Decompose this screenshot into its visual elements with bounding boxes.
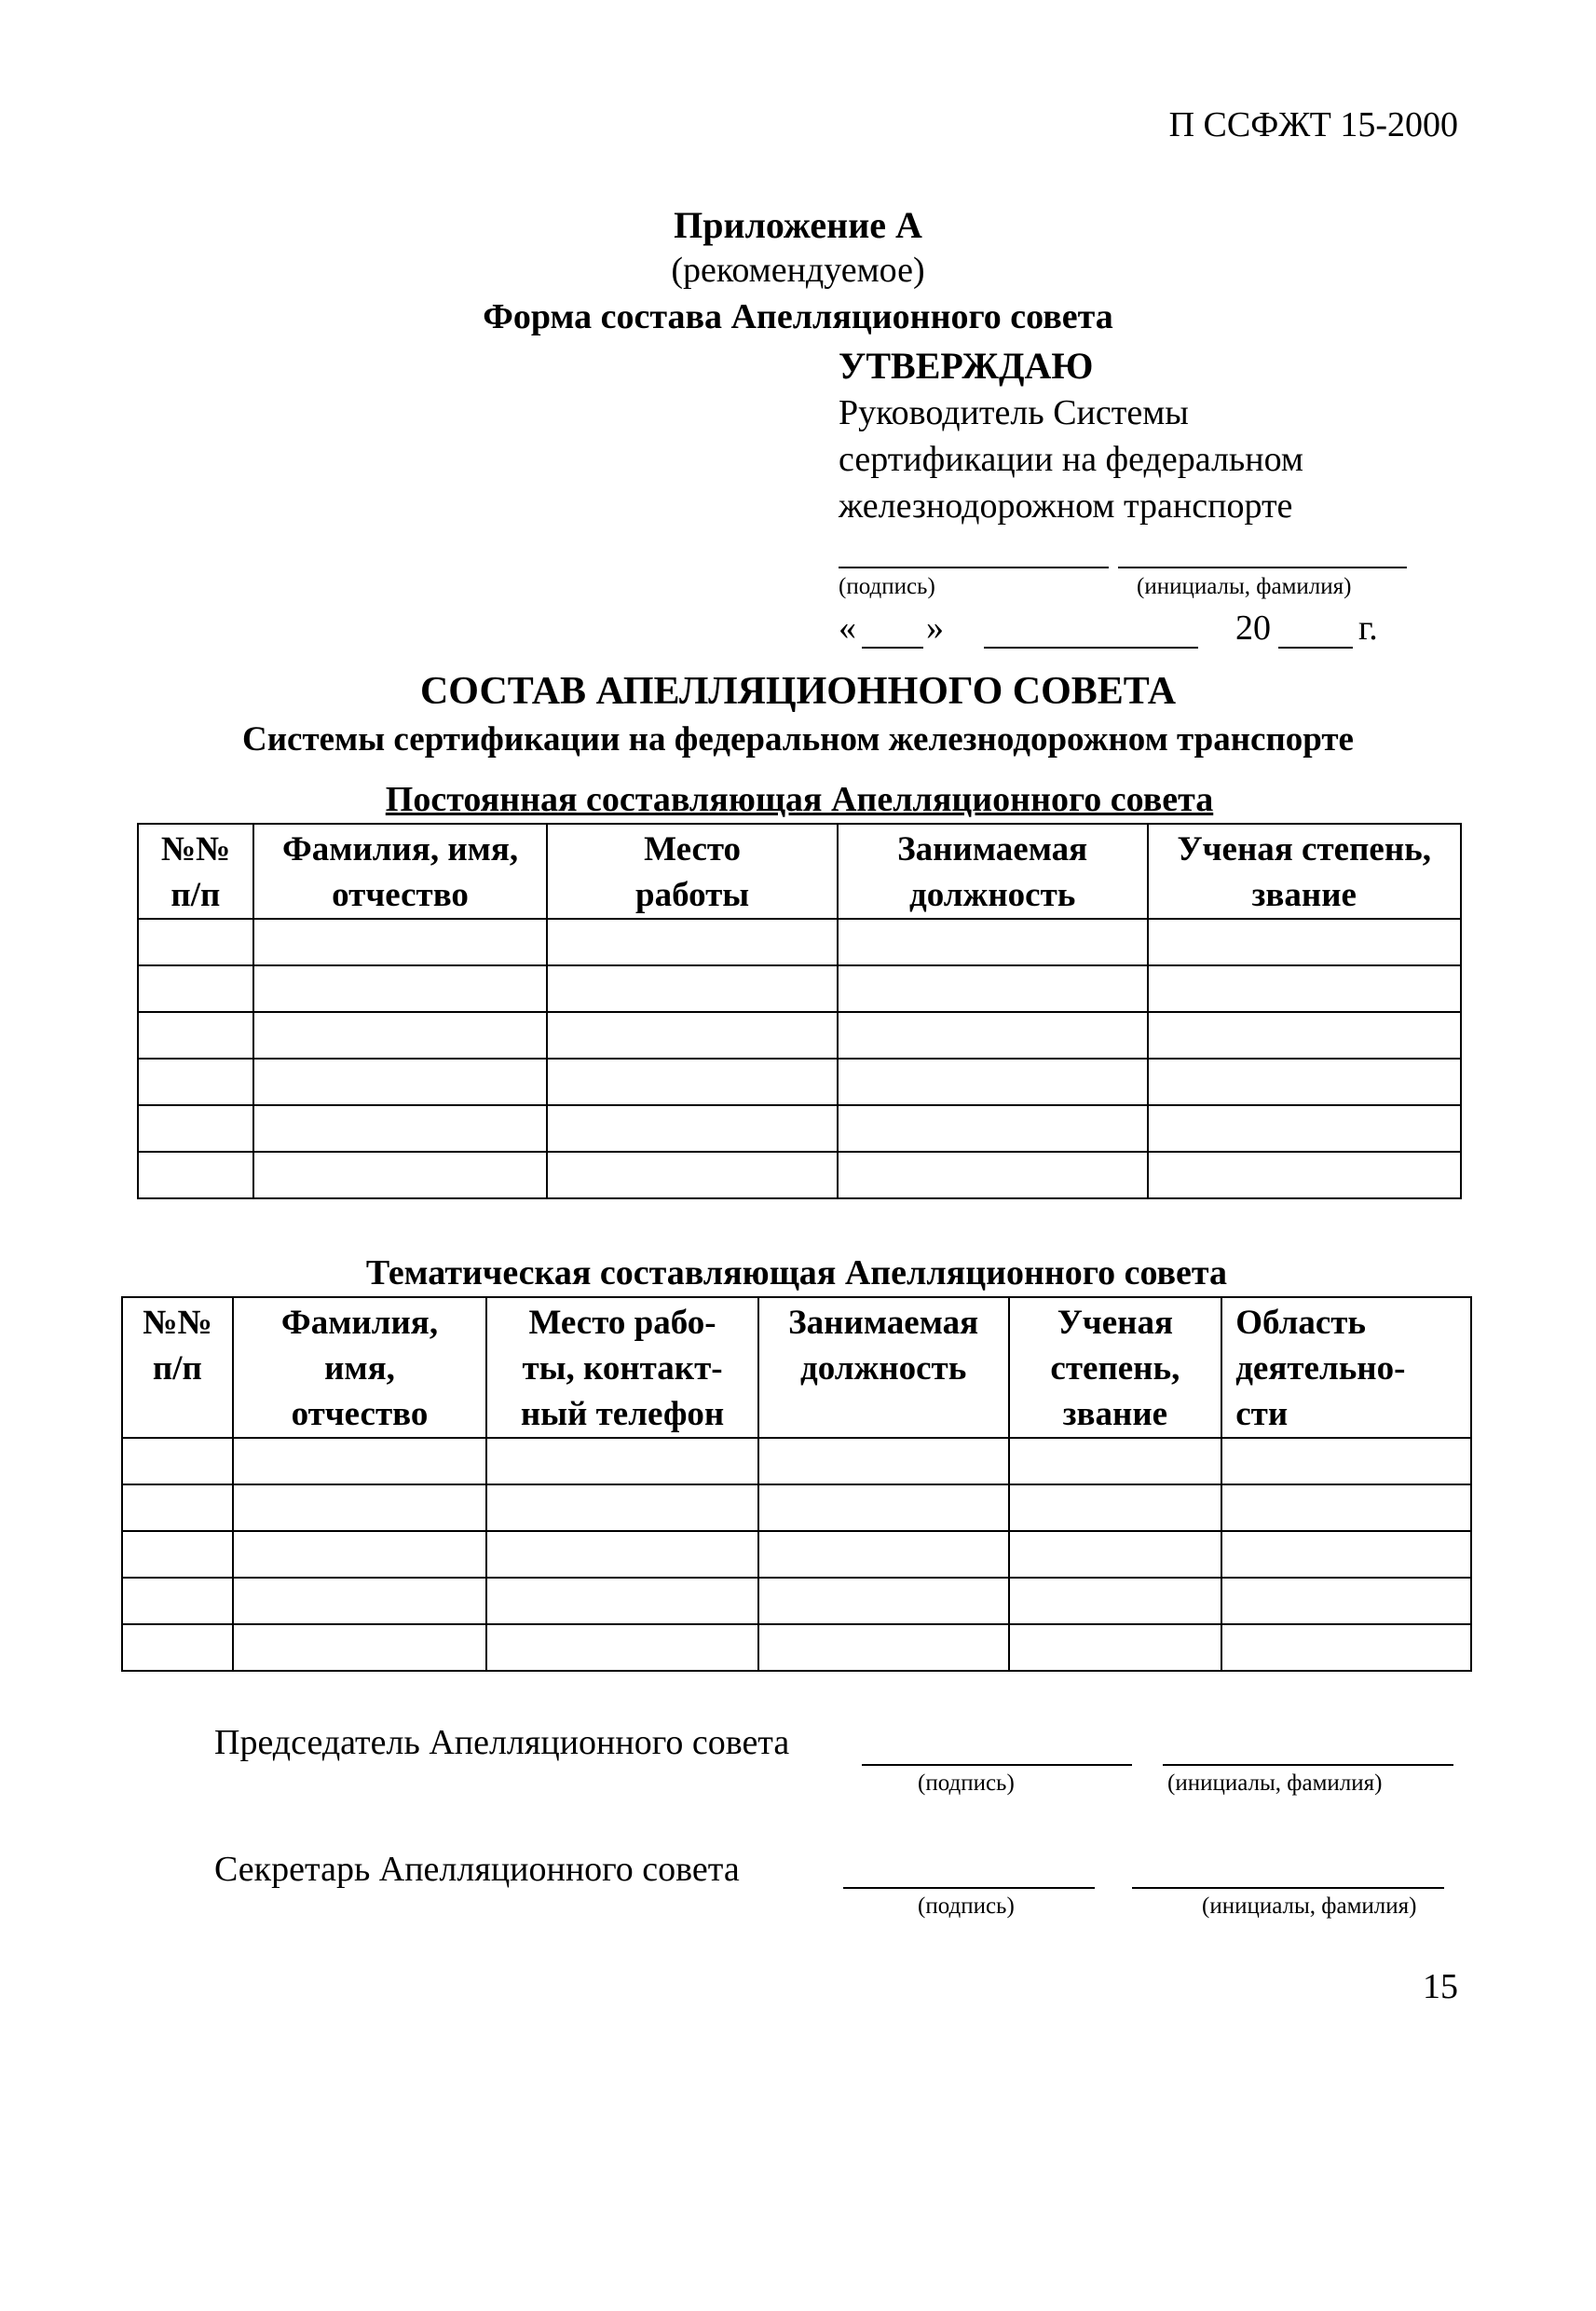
table-cell[interactable] (486, 1578, 757, 1624)
table-cell[interactable] (253, 919, 548, 965)
table-cell[interactable] (122, 1531, 233, 1578)
table-row (122, 1438, 1471, 1484)
column-header-workplace: Место работы (547, 824, 837, 919)
date-month-line[interactable] (984, 647, 1198, 649)
table-row (138, 1059, 1461, 1105)
page-number: 15 (1423, 1967, 1458, 2006)
table-row (138, 919, 1461, 965)
table-cell[interactable] (758, 1531, 1009, 1578)
table-cell[interactable] (1148, 965, 1462, 1012)
column-header-full-name: Фамилия, имя, отчество (253, 824, 548, 919)
table-cell[interactable] (253, 1012, 548, 1059)
table-cell[interactable] (253, 965, 548, 1012)
thematic-table-header (122, 1297, 1471, 1438)
table-cell[interactable] (122, 1624, 233, 1671)
table-cell[interactable] (253, 1059, 548, 1105)
approval-heading: УТВЕРЖДАЮ (839, 345, 1094, 387)
table-cell[interactable] (547, 919, 837, 965)
permanent-members-table (137, 823, 1462, 1199)
table-cell[interactable] (1009, 1484, 1222, 1531)
date-year-line[interactable] (1278, 647, 1353, 649)
approval-signature-line[interactable] (839, 567, 1109, 568)
table-row (122, 1624, 1471, 1671)
table-cell[interactable] (1221, 1624, 1471, 1671)
column-header-degree: Ученая степень, звание (1009, 1297, 1222, 1438)
permanent-table-caption: Постоянная составляющая Апелляционного совета (385, 780, 1214, 819)
column-header-degree: Ученая степень, звание (1148, 824, 1462, 919)
approval-block (839, 343, 1303, 529)
table-cell[interactable] (547, 1105, 837, 1152)
table-cell[interactable] (1221, 1578, 1471, 1624)
table-cell[interactable] (547, 1059, 837, 1105)
table-cell[interactable] (122, 1578, 233, 1624)
table-cell[interactable] (122, 1438, 233, 1484)
approval-signature-caption: (подпись) (839, 574, 935, 599)
column-header-workplace-phone: Место рабо- ты, контакт- ный телефон (486, 1297, 757, 1438)
approval-line-3: железнодорожном транспорте (839, 486, 1293, 526)
column-header-position: Занимаемая должность (758, 1297, 1009, 1438)
table-cell[interactable] (122, 1484, 233, 1531)
form-title: Форма состава Апелляционного совета (483, 297, 1113, 336)
table-cell[interactable] (233, 1438, 487, 1484)
table-cell[interactable] (547, 1012, 837, 1059)
document-code: П ССФЖТ 15-2000 (1168, 105, 1458, 144)
secretary-signature-line[interactable] (843, 1887, 1095, 1889)
column-header-field: Область деятельно- сти (1221, 1297, 1471, 1438)
table-cell[interactable] (758, 1624, 1009, 1671)
approval-line-2: сертификации на федеральном (839, 440, 1303, 479)
table-row (138, 1012, 1461, 1059)
date-day-line[interactable] (862, 647, 923, 649)
table-cell[interactable] (1009, 1531, 1222, 1578)
table-cell[interactable] (838, 1152, 1148, 1198)
table-row (122, 1484, 1471, 1531)
secretary-label: Секретарь Апелляционного совета (214, 1850, 740, 1889)
chairman-signature-caption: (подпись) (918, 1771, 1015, 1796)
secretary-name-line[interactable] (1132, 1887, 1444, 1889)
table-cell[interactable] (1148, 1059, 1462, 1105)
thematic-members-table (121, 1296, 1472, 1672)
table-cell[interactable] (233, 1624, 487, 1671)
table-cell[interactable] (138, 1059, 253, 1105)
appendix-title: Приложение А (674, 204, 922, 246)
table-cell[interactable] (486, 1531, 757, 1578)
chairman-name-line[interactable] (1163, 1764, 1453, 1766)
table-cell[interactable] (1148, 1152, 1462, 1198)
table-cell[interactable] (138, 1105, 253, 1152)
secretary-signature-caption: (подпись) (918, 1894, 1015, 1919)
column-header-full-name: Фамилия, имя, отчество (233, 1297, 487, 1438)
table-row (138, 965, 1461, 1012)
table-cell[interactable] (1009, 1624, 1222, 1671)
table-cell[interactable] (486, 1624, 757, 1671)
column-header-number: №№ п/п (138, 824, 253, 919)
column-header-number: №№ п/п (122, 1297, 233, 1438)
table-cell[interactable] (838, 1105, 1148, 1152)
table-cell[interactable] (233, 1578, 487, 1624)
table-cell[interactable] (547, 965, 837, 1012)
table-cell[interactable] (253, 1105, 548, 1152)
table-cell[interactable] (253, 1152, 548, 1198)
permanent-table-header (138, 824, 1461, 919)
table-cell[interactable] (1009, 1438, 1222, 1484)
table-cell[interactable] (1221, 1484, 1471, 1531)
table-cell[interactable] (1148, 1105, 1462, 1152)
date-year-prefix: 20 (1235, 609, 1271, 648)
approval-name-line[interactable] (1118, 567, 1407, 568)
table-cell[interactable] (233, 1484, 487, 1531)
table-cell[interactable] (233, 1531, 487, 1578)
appendix-note: (рекомендуемое) (671, 251, 925, 290)
composition-title: СОСТАВ АПЕЛЛЯЦИОННОГО СОВЕТА (419, 670, 1177, 713)
chairman-signature-line[interactable] (862, 1764, 1132, 1766)
table-cell[interactable] (138, 919, 253, 965)
table-cell[interactable] (838, 965, 1148, 1012)
thematic-table-caption: Тематическая составляющая Апелляционного совета (365, 1253, 1228, 1292)
date-year-suffix: г. (1358, 609, 1378, 648)
table-cell[interactable] (138, 1152, 253, 1198)
chairman-label: Председатель Апелляционного совета (214, 1723, 790, 1762)
table-cell[interactable] (486, 1484, 757, 1531)
table-cell[interactable] (758, 1484, 1009, 1531)
secretary-name-caption: (инициалы, фамилия) (1202, 1894, 1417, 1919)
table-cell[interactable] (1148, 919, 1462, 965)
table-cell[interactable] (758, 1438, 1009, 1484)
composition-subtitle: Системы сертификации на федеральном железнодорожном транспорте (242, 720, 1354, 759)
table-cell[interactable] (838, 1012, 1148, 1059)
table-cell[interactable] (838, 1059, 1148, 1105)
table-cell[interactable] (486, 1438, 757, 1484)
date-close-quote: » (926, 609, 944, 648)
table-row (138, 1152, 1461, 1198)
table-cell[interactable] (1221, 1531, 1471, 1578)
table-cell[interactable] (1221, 1438, 1471, 1484)
table-cell[interactable] (1009, 1578, 1222, 1624)
table-row (122, 1578, 1471, 1624)
column-header-position: Занимаемая должность (838, 824, 1148, 919)
table-row (122, 1531, 1471, 1578)
approval-line-1: Руководитель Системы (839, 393, 1189, 432)
chairman-name-caption: (инициалы, фамилия) (1167, 1771, 1383, 1796)
table-cell[interactable] (138, 1012, 253, 1059)
table-cell[interactable] (838, 919, 1148, 965)
table-cell[interactable] (1148, 1012, 1462, 1059)
date-open-quote: « (839, 609, 856, 648)
table-row (138, 1105, 1461, 1152)
table-cell[interactable] (547, 1152, 837, 1198)
table-cell[interactable] (138, 965, 253, 1012)
table-cell[interactable] (758, 1578, 1009, 1624)
approval-name-caption: (инициалы, фамилия) (1137, 574, 1352, 599)
